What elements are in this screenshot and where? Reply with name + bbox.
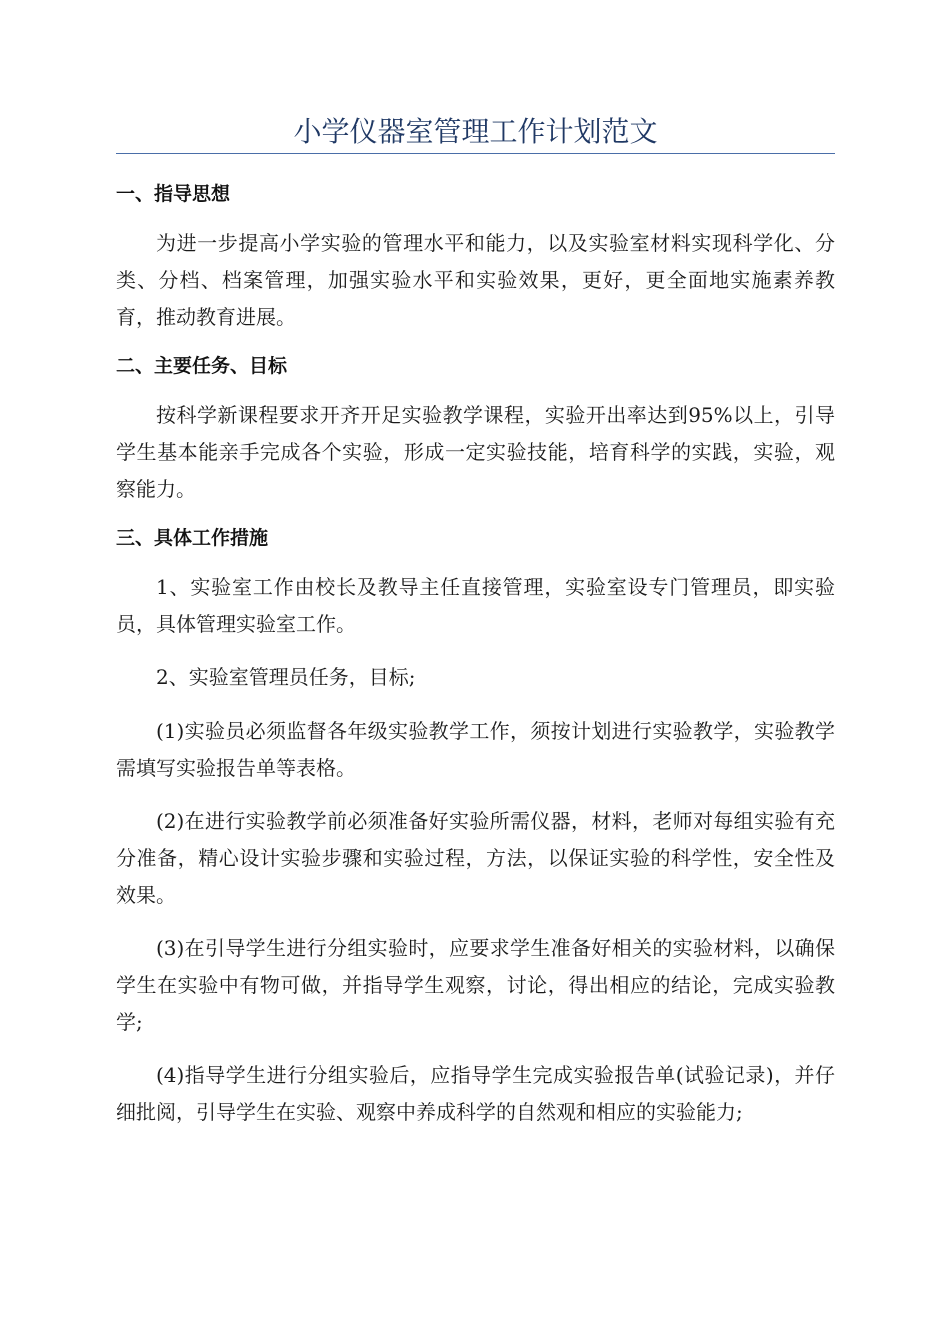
paragraph: (3)在引导学生进行分组实验时，应要求学生准备好相关的实验材料，以确保学生在实验中有物可做，并指导学生观察，讨论，得出相应的结论，完成实验教学; (116, 936, 835, 1034)
section-main-tasks (116, 352, 835, 508)
section-guiding-ideology (116, 180, 835, 336)
paragraph: 为进一步提高小学实验的管理水平和能力，以及实验室材料实现科学化、分类、分档、档案管理，加强实验水平和实验效果，更好，更全面地实施素养教育，推动教育进展。 (116, 231, 835, 329)
paragraph: 2、实验室管理员任务，目标; (156, 665, 416, 689)
section-heading: 一、指导思想 (116, 183, 231, 205)
section-work-measures (116, 524, 835, 1131)
document-title: 小学仪器室管理工作计划范文 (293, 115, 658, 148)
title-underline (116, 153, 835, 154)
paragraph: (1)实验员必须监督各年级实验教学工作，须按计划进行实验教学，实验教学需填写实验报告单等表格。 (116, 719, 835, 780)
paragraph: (4)指导学生进行分组实验后，应指导学生完成实验报告单(试验记录)，并仔细批阅，引导学生在实验、观察中养成科学的自然观和相应的实验能力; (116, 1063, 835, 1124)
section-heading: 三、具体工作措施 (116, 527, 269, 549)
paragraph: 1、实验室工作由校长及教导主任直接管理，实验室设专门管理员，即实验员，具体管理实验室工作。 (116, 575, 835, 636)
paragraph: (2)在进行实验教学前必须准备好实验所需仪器，材料，老师对每组实验有充分准备，精心设计实验步骤和实验过程，方法，以保证实验的科学性，安全性及效果。 (116, 809, 835, 907)
document-body (116, 180, 835, 1147)
section-heading: 二、主要任务、目标 (116, 355, 288, 377)
paragraph: 按科学新课程要求开齐开足实验教学课程，实验开出率达到95%以上，引导学生基本能亲手完成各个实验，形成一定实验技能，培育科学的实践，实验，观察能力。 (116, 403, 835, 501)
